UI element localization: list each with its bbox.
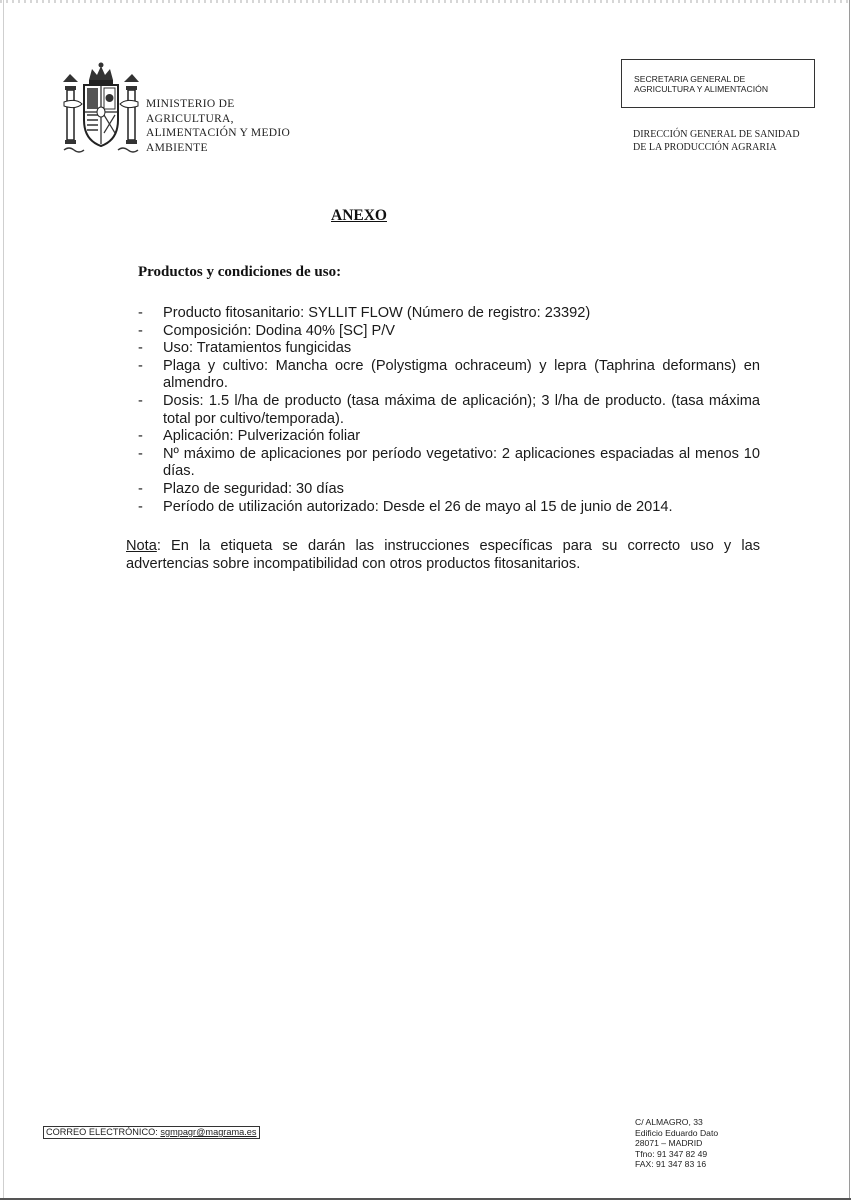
list-item <box>138 499 760 517</box>
address-line: FAX: 91 347 83 16 <box>635 1159 707 1169</box>
scan-edge-right <box>849 0 850 1200</box>
list-item-text: Producto fitosanitario: SYLLIT FLOW (Número de registro: 23392) <box>163 305 591 321</box>
list-item-text: Aplicación: Pulverización foliar <box>163 428 361 445</box>
list-item <box>138 481 760 499</box>
note-label: Nota <box>126 538 157 554</box>
list-item <box>138 393 760 428</box>
list-item <box>138 428 760 446</box>
bullet-dash: - <box>138 498 143 515</box>
secretariat-box <box>621 59 815 108</box>
ministry-line: AMBIENTE <box>146 141 208 154</box>
ministry-line: MINISTERIO DE <box>146 98 235 110</box>
email-footer <box>43 1126 260 1139</box>
bullet-dash: - <box>138 340 143 357</box>
scan-edge-left <box>3 0 4 1200</box>
scan-edge-top <box>0 0 851 3</box>
ministry-line: ALIMENTACIÓN Y MEDIO <box>146 127 291 139</box>
bullet-dash: - <box>138 428 143 445</box>
list-item <box>138 446 760 481</box>
address-line: 28071 – MADRID <box>635 1138 703 1148</box>
ministry-name <box>146 97 290 155</box>
ministry-line: AGRICULTURA, <box>146 112 234 125</box>
list-item-text: Plazo de seguridad: 30 días <box>163 480 344 497</box>
bullet-dash: - <box>138 392 143 409</box>
secretariat-line: AGRICULTURA Y ALIMENTACIÓN <box>634 84 769 94</box>
email-link[interactable]: sgmpagr@magrama.es <box>160 1127 257 1137</box>
bullet-dash: - <box>138 480 143 497</box>
coat-of-arms-icon <box>62 60 140 156</box>
address-line: Edificio Eduardo Dato <box>635 1127 719 1138</box>
list-item <box>138 340 760 358</box>
list-item-text: Período de utilización autorizado: Desde el 26 de mayo al 15 de junio de 2014. <box>163 498 673 515</box>
postal-address <box>635 1117 718 1170</box>
list-item-text: Uso: Tratamientos fungicidas <box>163 340 352 357</box>
document-title: ANEXO <box>331 207 387 224</box>
list-item <box>138 358 760 393</box>
directorate-line: DE LA PRODUCCIÓN AGRARIA <box>633 141 777 153</box>
note-text: : En la etiqueta se darán las instrucciones específicas para su correcto uso y las advertencias sobre incompatibilidad con otros productos fitosanitarios. <box>126 538 760 572</box>
list-item-text: Plaga y cultivo: Mancha ocre (Polystigma ochraceum) y lepra (Taphrina deformans) en almendro. <box>163 357 760 392</box>
note-paragraph <box>126 538 760 573</box>
list-item-text: Composición: Dodina 40% [SC] P/V <box>163 322 395 339</box>
secretariat-line: SECRETARIA GENERAL DE <box>634 74 746 84</box>
list-item-text: Nº máximo de aplicaciones por período vegetativo: 2 aplicaciones espaciadas al menos 10 días. <box>163 445 760 480</box>
bullet-dash: - <box>138 445 143 462</box>
list-item-text: Dosis: 1.5 l/ha de producto (tasa máxima de aplicación); 3 l/ha de producto. (tasa máxima total por cultivo/temporada). <box>163 392 760 427</box>
section-heading: Productos y condiciones de uso: <box>138 264 342 280</box>
directorate-name <box>633 129 800 154</box>
bullet-dash: - <box>138 322 143 339</box>
conditions-list <box>138 305 760 516</box>
bullet-dash: - <box>138 357 143 374</box>
list-item <box>138 305 760 323</box>
email-label: CORREO ELECTRÓNICO: <box>46 1127 158 1137</box>
address-line: C/ ALMAGRO, 33 <box>635 1117 703 1127</box>
list-item <box>138 323 760 341</box>
directorate-line: DIRECCIÓN GENERAL DE SANIDAD <box>633 129 800 140</box>
address-line: Tfno: 91 347 82 49 <box>635 1148 708 1159</box>
bullet-dash: - <box>138 305 143 321</box>
